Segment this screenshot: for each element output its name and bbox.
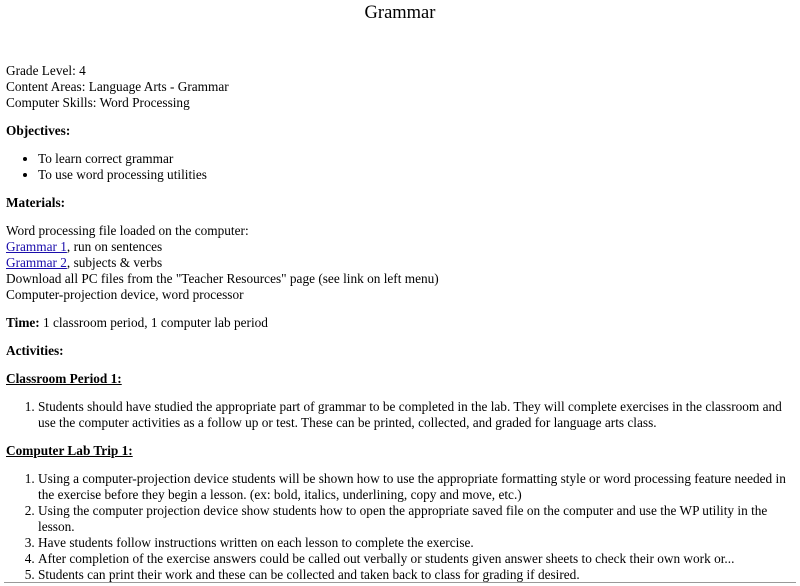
material-file-2: [6, 255, 794, 271]
time-line: [6, 315, 794, 331]
materials-heading: Materials:: [6, 195, 66, 210]
computer-skills: Computer Skills: Word Processing: [6, 95, 190, 110]
grammar-2-link[interactable]: Grammar 2: [6, 255, 67, 270]
material-file-1: [6, 239, 794, 255]
classroom-period-heading: Classroom Period 1:: [6, 371, 122, 386]
time-value: 1 classroom period, 1 computer lab period: [39, 315, 268, 330]
list-item: 4. After completion of the exercise answers could be called out verbally or students given answer sheets to check their own work or...: [38, 551, 794, 567]
grade-level: Grade Level: 4: [6, 63, 86, 78]
list-item: 1. Students should have studied the appropriate part of grammar to be completed in the lab. They will complete exercises in the classroom and use the computer activities as a follow up or test. These can be printed, collected, and graded for language arts class.: [38, 399, 794, 431]
material-file-1-desc: , run on sentences: [66, 239, 163, 254]
list-item: 5. Students can print their work and these can be collected and taken back to class for grading if desired.: [38, 567, 794, 583]
objectives-list: [6, 151, 794, 183]
list-item: 3. Have students follow instructions written on each lesson to complete the exercise.: [38, 535, 794, 551]
grammar-1-link[interactable]: Grammar 1: [6, 239, 67, 254]
time-label: Time:: [6, 315, 40, 330]
material-file-2-desc: , subjects & verbs: [66, 255, 163, 270]
computer-lab-heading: Computer Lab Trip 1:: [6, 443, 133, 458]
activities-heading: Activities:: [6, 343, 64, 358]
objectives-heading: Objectives:: [6, 123, 71, 138]
list-item: 2. Using the computer projection device show students how to open the appropriate saved file on the computer and use the WP utility in the lesson.: [38, 503, 794, 535]
page-title: Grammar: [364, 3, 436, 23]
devices-note: Computer-projection device, word processor: [6, 287, 244, 302]
download-note: Download all PC files from the "Teacher Resources" page (see link on left menu): [6, 271, 439, 286]
list-item: • To use word processing utilities: [38, 167, 794, 183]
lab-list: [6, 471, 794, 583]
list-item: • To learn correct grammar: [38, 151, 794, 167]
content-areas: Content Areas: Language Arts - Grammar: [6, 79, 229, 94]
materials-intro: Word processing file loaded on the computer:: [6, 223, 249, 238]
classroom-list: [6, 399, 794, 431]
list-item: 1. Using a computer-projection device students will be shown how to use the appropriate formatting style or word processing feature needed in the exercise before they begin a lesson. (ex: bold, italics, underlining, copy and move, etc.): [38, 471, 794, 503]
divider: [4, 582, 796, 583]
lesson-content: [6, 63, 794, 583]
